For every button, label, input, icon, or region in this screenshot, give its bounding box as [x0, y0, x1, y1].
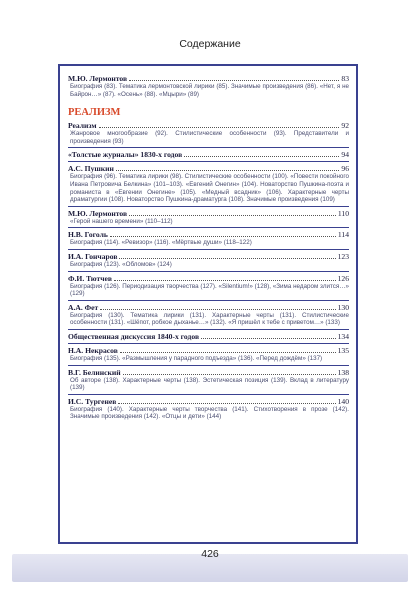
- entry-title: Общественная дискуссия 1840-х годов: [68, 331, 200, 341]
- entry-page: 92: [341, 121, 349, 131]
- toc-entry: [68, 147, 349, 159]
- entry-title: «Толстые журналы» 1830-х годов: [68, 150, 183, 160]
- entry-details: Биография (114). «Ревизор» (116). «Мёртвые души» (118–122): [70, 239, 252, 247]
- toc-entry: [68, 329, 349, 341]
- entry-page: 134: [337, 331, 349, 341]
- entry-page: 135: [337, 345, 349, 355]
- toc-entry: [68, 249, 349, 269]
- entry-details: «Герой нашего времени» (110–112): [70, 217, 173, 225]
- entry-title: А.А. Фет: [68, 302, 99, 312]
- dot-leader: [116, 170, 340, 171]
- entry-title: В.Г. Белинский: [68, 367, 121, 377]
- entry-title: И.С. Тургенев: [68, 396, 117, 406]
- entry-page: 110: [337, 208, 349, 218]
- entry-page: 94: [341, 150, 349, 160]
- toc-entry: [68, 161, 349, 203]
- entry-details: Биография (83). Тематика лермонтовской лирики (85). Значимые произведения (86). «Нет, я не Байрон…» (87). «Осень» (88). «Мцыри» (89): [70, 83, 349, 98]
- entry-title: Н.А. Некрасов: [68, 345, 118, 355]
- entry-details: Биография (135). «Размышления у парадного подъезда» (136). «Перед дождём» (137): [70, 354, 323, 362]
- entry-title: М.Ю. Лермонтов: [68, 74, 128, 83]
- toc-entry: [68, 74, 349, 98]
- toc-entry: [68, 300, 349, 327]
- entry-title: А.С. Пушкин: [68, 164, 114, 174]
- dot-leader: [184, 156, 339, 157]
- entry-page: 138: [337, 367, 349, 377]
- entry-page: 83: [341, 74, 349, 83]
- section-heading: РЕАЛИЗМ: [68, 107, 121, 119]
- entry-details: Биография (123). «Обломов» (124): [70, 260, 172, 268]
- entry-details: Об авторе (138). Характерные черты (138). Эстетическая позиция (139). Вклад в литературу (139): [70, 376, 349, 392]
- dot-leader: [201, 338, 336, 339]
- dot-leader: [114, 280, 336, 281]
- dot-leader: [120, 352, 336, 353]
- entry-page: 114: [337, 230, 349, 240]
- toc-entry: [68, 365, 349, 392]
- toc-entry: [68, 227, 349, 247]
- running-header: Содержание: [179, 38, 241, 50]
- entry-title: Н.В. Гоголь: [68, 230, 108, 240]
- dot-leader: [100, 309, 335, 310]
- entry-details: Жанровое многообразие (92). Стилистические особенности (93). Представители и произведения (93): [70, 130, 349, 145]
- entry-title: Ф.И. Тютчев: [68, 273, 112, 283]
- entry-details: Биография (140). Характерные черты творчества (141). Стихотворения в прозе (142). Значимые произведения (142). «Отцы и дети» (144): [70, 405, 349, 421]
- contents-frame: [58, 64, 358, 544]
- entry-page: 123: [337, 251, 349, 261]
- toc-entry: [68, 206, 349, 226]
- dot-leader: [118, 403, 335, 404]
- dot-leader: [129, 80, 339, 81]
- page-number: 426: [201, 548, 219, 560]
- dot-leader: [119, 258, 335, 259]
- toc-entry: [68, 394, 349, 421]
- toc-entry: [68, 271, 349, 298]
- entry-details: Биография (130). Тематика лирики (131). Характерные черты (131). Стилистические особенности (131). «Шёпот, робкое дыханье…» (132). «Я пришёл к тебе с приветом…» (133): [70, 311, 349, 327]
- entry-details: Биография (96). Тематика лирики (98). Стилистические особенности (100). «Повести покойного Ивана Петровича Белкина» (101–103). «Евгений Онегин» (104). Новаторство Пушкина-поэта и романиста в «Евгении Онегине» (105). «Медный всадник» (106). Характерные черты драматургии (108). Новаторство Пушкина-драматурга (108). Значимые произведения (109): [70, 173, 349, 204]
- entry-title: М.Ю. Лермонтов: [68, 208, 128, 218]
- entry-page: 130: [337, 302, 349, 312]
- dot-leader: [123, 374, 336, 375]
- entry-page: 126: [337, 273, 349, 283]
- dot-leader: [99, 127, 340, 128]
- entry-details: Биография (126). Периодизация творчества (127). «Silentium!» (128), «Зима недаром злится…» (129): [70, 282, 349, 298]
- entry-page: 140: [337, 396, 349, 406]
- toc-entry: [68, 343, 349, 363]
- entry-title: Реализм: [68, 121, 97, 131]
- dot-leader: [110, 236, 336, 237]
- toc-list: [68, 121, 349, 421]
- entry-title: И.А. Гончаров: [68, 251, 118, 261]
- toc-entry: [68, 121, 349, 145]
- dot-leader: [129, 215, 336, 216]
- entry-page: 96: [341, 164, 349, 174]
